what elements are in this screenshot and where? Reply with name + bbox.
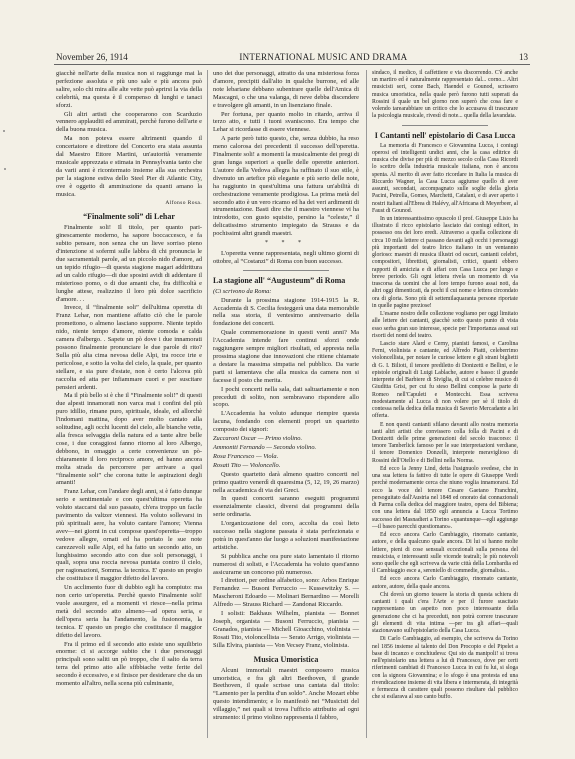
page-header bbox=[56, 48, 528, 62]
article-paragraph: Finalmente soli! Il titolo, per quanto pari-ginescamente moderno, ha sapore boccaccesco, e fa subito pensare, non senza che un lieve sorriso pieno d'intenzione si sofermi sulle labbra di chi pronuncia le due sacramentali parole, ad un piccolo nido d'amore, ad un tepido rifugio—di questa stagione magari addirittura ad un caldo rifugio—di due sposini avidi di addentare il misterioso pomo, o di due amanti che, fra difficoltà e lunghe attese, realizzino il loro più dolce sacrificio d'amore. . . bbox=[56, 224, 202, 303]
article-paragraph: Un acclimento fuor di dubbio egli ha compiuto: ma non certo un'operetta. Perchè questo Finalmente soli! vuole assurgere, ed a momenti vi riesce—nella prima metà del secondo atto almeno—ad opera seria, e dell'opera seria ha l'andamento, la fusionomia, la tecnica. E' questo un pregio che costituisce il maggior difetto del lavoro. bbox=[56, 584, 202, 639]
margin-mark bbox=[4, 168, 6, 170]
article-paragraph: I solisti: Bakhaus Wilhelm, pianista — Bonnet Joseph, organista — Busoni Ferruccio, pianista — Granados, pianista — Michell Gioacchino, violinista — Rosati Tito, violoncellista — Serato Arrigo, violinista — Silla Elvira, pianista — Von Vecsey Franz, violinista. bbox=[213, 610, 359, 649]
header-rule bbox=[54, 64, 530, 65]
article-paragraph: In un interessantissimo opuscolo il prof. Giuseppe Lisio ha illustrato il ricco epistolario lasciato dai coniugi editori, in possesso ora dei loro eredi. Attraverso a quella collezione di circa 10 mila lettere ci passano davanti agli occhi i personaggi più importanti del teatro lirico italiano in un ventannio glorioso: maestri di musica illustri od oscuri, cantanti celebri, compositori, librettisti, giornalisti, critici, quanti ebbero rapporti di amicizia e di affari con Casa Lucca per lungo e breve periodo. Gli ogni lettera rivela un momento di via trascorsa da uomini che al loro tempo furono assai noti, da altri oggi dimenticati, da pochi il cui nome e lettera circondato ora di gloria. Sono più di settemilaquaranta persone riportate in quelle pagine preziose! bbox=[372, 215, 518, 309]
section-rule bbox=[402, 125, 488, 126]
article-paragraph: Per fortuna, per quanto molto in ritardo, arriva il terzo atto, e tutti i tuoni svaniscono. Era tempo che Lehar si ricordasse di essere viennese. bbox=[213, 110, 359, 134]
article-paragraph: L'organizzazione del coro, accolta da così lieto successo nella stagione passata è stata perfezionata e potrà in quest'anno dar luogo a soluzioni manifestazione artistiche. bbox=[213, 520, 359, 551]
article-paragraph: Chi dovrà un giorno tessere la storia di questa schiera di cantanti i quali c'era l'Arte e per il furore suscitato rappresentano un aspetto non poco interessante della generazione che ci ha preceduti, non potrà correre trascurare gli elementi di vita intima —per tra gli affari—quali stazionavano sull'epistolario della Casa Lucca. bbox=[372, 591, 518, 635]
article-paragraph: Si pubblica anche ora pure stato lamentato il ritorno numerosi di solisti, e l'Accademia ha voluto quest'anno assicurarne un concorso più numeroso. bbox=[213, 552, 359, 576]
article-paragraph: I direttori, per ordine alfabetico, sono: Arbos Enrique Fernandez — Busoni Ferruccio — Kussewitzky S. — Mascheroni Edoardo — Molinari Bernardino — Morelli Alfredo — Strauss Richard — Zandonai Riccardo. bbox=[213, 577, 359, 609]
section-heading: I Cantanti nell' epistolario di Casa Lucca bbox=[374, 130, 516, 140]
article-paragraph: Alcuni immortali maestri composero musica umoristica, e fra gli altri Beethoven, il grande Beethoven, il quale scrisse una cantata dal titolo: “Lamento per la perdita d'un soldo”. Anche Mozart ebbe questo intendimento; e lo manifestò nei “Musicisti del villaggio,” nei quali si trova l'ufficio attribuito ad ogni strumento: il primo violino rappresenta il fabbro, bbox=[213, 666, 359, 722]
article-paragraph: Ma il più bello si è che il “Finalmente soli!” di questi due alpesti innamorati non varca mai i confini del più puro idillio, rimane puro, spirituale, ideale, ed allorchè l'indomani mattina, dopo aver molto cantato alla solitudine, agli occhi lucenti del cielo, alle bianche vette, alla fresca selvaggia della natura ed a tante altre belle cose, i due coraggiosi fanno ritorno al loro Albergo, debbono, in omaggio a certe convenienze un pò-chiaramente il loro reciproco amore, ed hanno ancora molta strada da percorrere per arrivare a quel “finalmente soli” che corona tutte le aspirazioni degli amanti! bbox=[56, 392, 202, 487]
quartet-member: Rosa Francesco — Viola. bbox=[213, 452, 279, 460]
article-paragraph: Ma non poteva essere altrimenti quando il concertatore e direttore del Concerto era stata assunta dal Maestro Ettore Martini, un'autorità veramente musicale apprezzata e stimata in Pennsylvania tanto che da varii anni è ricontermato insieme alla sua orchestra per la stagione estiva dello Steel Pier di Atlantic City, ove è oggetto di ammirazione da quanti amano la musica. bbox=[56, 135, 202, 198]
article-paragraph: I pochi concerti nella sala, dati saltuariamente e non preceduti di solito, non sembravano rispondere allo scopo. bbox=[213, 385, 359, 409]
quartet-member: Ammoniti Fernando — Secondo violino. bbox=[213, 443, 317, 451]
article-paragraph: uno dei due personaggi, attratto da una misteriosa forza d'amore, precipiti dall'alto in qualche burrone, ed alle note lebariane debbano subentrare quelle dell'Amica di Mascagni, o che una valanga, di neve debba discendere e travolgere gli amanti, in un lisenziano finale. bbox=[213, 70, 359, 109]
article-paragraph: In questi concerti saranno eseguiti programmi essenzialmente classici, diversi dai programmi della serie ordinaria. bbox=[213, 495, 359, 519]
column-divider bbox=[207, 70, 208, 738]
article-paragraph: giacchè nell'arte della musica non si raggiunge mai la perfezione assoluta e più uno sale e più ancora può salire, solo chi mira alle alte vette può aprirsi la via della celebrità, ma questa è il compenso di lunghi e tanaci sforzi. bbox=[56, 70, 202, 109]
quartet-member: Zuccaroni Oscar — Primo violino. bbox=[213, 435, 303, 443]
article-paragraph: A parte però tutto questo, che, senza dubbio, ha reso meno calorosa dei precedenti il successo dell'operetta. Finalmente soli! a momenti la musicalmente dei pregi di gran lunga superiori a quelle delle operette anteriori. L'autore della Vedova allegra ha raffinato il suo stile, è divenuto un artefice più elegante e più serio delle note, ha raggiunto in quest'ultima una fattura un'abilità di orchestrazione veramente prodigiosa. La prima metà del secondo atto è un vero ricamo ed ha dei veri ardimenti di strumentazione. Basti dire che il maestro viennese vi ha introdotto, con gusto squisito, persino la “celeste,” il delicatissimo strumento impiegato da Strauss e da pochissimi altri grandi maestri. bbox=[213, 135, 359, 238]
article-paragraph: La memoria di Francesco e Giovannina Lucca, i coniugi operosi ed intelligenti undici anni, che la casa editrice di musica che divise per più di mezzo secolo colla Casa Ricordi lo scettro della industria musicale italiana, non è ancora spenta. Al merito di aver fatto ricordare in Italia la musica di Riccardo Wagner, la Casa Lucca aggiunse quello di aver assunti, secondati, accompagnato sulle soglie della gloria Pacini, Petrella, Gomes, Marchetti, Catalani, e di aver aperto i nostri italiani all'Ebrea di Halévy, all'Africana di Meyerbeer, al Faust di Gounod. bbox=[372, 142, 518, 214]
section-heading: La stagione all' “Augusteum” di Roma bbox=[213, 275, 346, 285]
margin-mark bbox=[3, 130, 5, 132]
column-1 bbox=[56, 70, 202, 689]
article-paragraph: Ed ecco la Jenny Lind, detta l'usignuolo svedese, che in una sua lettera fa fattivo di tutte le opere di Giuseppe Verdi perchè modernamente cerca che niuno voglia innamorarsi. Ed ecco la voce del tenore Cesare Gaetano Franchini, persoguitato dall'Austria nel 1848 ed onorato dai connazionali di Parma colla dedica del maggiore teatro, opera del Bibiena; con una lettera dal 1850 egli annuncia a Lucca Tortimo successo dei Masnadieri a Torino «quantunque—egli aggiunge—il baseo parecchi questiomano». bbox=[372, 465, 518, 530]
article-paragraph: sindaco, il medico, il caffettiere e via discorrendo. C'è anche un martiro ed è naturalmente rappresentato dal... corno... Altri musicisti seri, come Bach, Haendel e Gounod, scrissero musica umoristica, nella quale però furono tutti superati da Rossini il quale un bel giorno non superò che cosa fare e volendo tarearabbiare un critico che lo accusava di trascurare la psicologia musicale, rivestì di note... quella della lavandaia. bbox=[372, 70, 518, 120]
article-paragraph: Invece, il “finalmente soli” dell'ultima operetta di Franz Lehar, non mantiene affatto ciò che le parole promettono, o almeno lasciano supporre. Niente tepido nido, niente tempo d'amore, niente comoda e calda camera d'albergo. . Sapete un pò dove i due innamorati possono finalmente pronunciare le due parole di rito? Sulla più alta cima nevosa delle Alpi, tra rocce irte e pericolose, e sotto la volta del cielo, la quale, per quanto stellare, e sia pure d'estate, non è certo l'alcova più raccolta ed atta per infiammare cuori e per suscitare pensieri ardenti. bbox=[56, 304, 202, 391]
column-3 bbox=[372, 70, 518, 702]
header-page-number: 13 bbox=[519, 52, 528, 62]
section-rule bbox=[243, 270, 329, 271]
header-title: INTERNATIONAL MUSIC AND DRAMA bbox=[239, 52, 408, 62]
article-paragraph: E non questi cantanti sfilano davanti allo nostra memoria tanti altri artisti che convissero colla folla di Pacini e di Donizetti delle prime generazioni del secolo trascorso: il tenore Tamberlick famoso per le sue interpretazioni verdiane, il tenore Domenico Donzelli, interprete meraviglioso di Rossini dell'Otello e di Bellini nella Norma. bbox=[372, 421, 518, 464]
column-divider bbox=[366, 70, 367, 738]
quartet-member: Rosati Tito — Violoncello. bbox=[213, 461, 281, 469]
article-paragraph: Questo quartetto darà almeno quattro concerti nel primo quattro venerdì di quaresima (5, 12, 19, 26 marzo) nella accademica di via dei Greci. bbox=[213, 470, 359, 494]
article-paragraph: Franz Lehar, con l'andare degli anni, si è fatto dunque serio e sentimentale e con quest'ultima operetta ha voluto staccarsi dal suo passato, ch'era troppo un facile pavimento da valtzer viennesi. Ha voluto sollevarsi in più spirituali aere, ha voluto cantare l'amore; Vienna avev—nei giorni in cui compose quest'operetta—troppo vedove allegre, ornati ed ha portato le sue note carezzevoli sulle Alpi, ed ha fatto un secondo atto, un lunghissimo secondo atto con due soli personaggi, i quali, sopra una roccia nevosa puntata contro il cielo, per ragionazioni, Somma. la tecnica. E' questo un pregio che costituisce il maggior difetto del lavoro. bbox=[56, 488, 202, 583]
article-signature: Alfonso Rosa. bbox=[165, 199, 202, 206]
article-paragraph: Gli altri artisti che cooperarono con Scarduzio vennero applauditi ed ammirati, perchè furono dell'arte e della buona musica. bbox=[56, 110, 202, 134]
section-subtitle: (Ci scrivono da Roma: bbox=[213, 287, 272, 295]
article-paragraph: Durante la prossima stagione 1914-1915 la R. Accademia di S. Cecilia festeggerà una data memorabile nella sua storia, il ventesimo anniversario della fondazione dei concerti. bbox=[213, 296, 359, 328]
article-paragraph: Lascio stare Alard e Cerny, pianisti famosi, e Carolina Ferni, violinista e cantante, ed Alfredo Piatti, celeberrimo violoncellista, per notare le curiose lettere e gli strani biglietti di G. I. Bilioti, il tenore prediletto di Donizetti e Bellini, e le epistole originali di Luigi Lablache, autore e basso: il grande interprete del Barbiere di Siviglia, di cui si celebre musico di Giuditta Grisi, per cui fu steso Bellini compose la parte di Romeo nell'Capuleti e Montecchi. Essa scriveva modestamente al Lucca di non volere per sè il titolo di contessa nella dedica della musica di Saverio Mercadante a lei offerta. bbox=[372, 340, 518, 420]
article-paragraph: L'esame nostro delle collezione vogliamo per oggi limitato alle lettere dei cantanti, giacchè sotto questo punto di vista esso serba gran suo interesse, specie per l'importanza assai sui risorti dei nomi del teatro. bbox=[372, 311, 518, 339]
section-separator-stars: * * * bbox=[265, 240, 307, 247]
section-heading: “Finalmente soli” di Lehar bbox=[83, 212, 175, 222]
column-2 bbox=[213, 70, 359, 723]
header-date: November 26, 1914 bbox=[56, 52, 128, 62]
article-paragraph: Quale commemorazione in questi venti anni? Ma l'Accademia intende fare continui sforzi onde raggiungere sempre migliori risultati, ed appresta nella prossima stagione due innovazioni che ritiene chiamate a destare la massima simpatia nel pubblico. Da varie parti si lamentava che alla musica da camera non si facesse il posto che merita. bbox=[213, 329, 359, 384]
section-heading: Musica Umoristica bbox=[253, 654, 319, 664]
article-paragraph: Fra il primo ed il secondo atto esiste uno squilibrio enorme: ci si accorge subito che i due personaggi principali sono saliti un pò troppo, che il salto da terra terra del primo atto alle sfibbiache vette ferite del secondo è eccessivo, e si finisce per desiderare che da un momento all'altro, nella scena più culminante, bbox=[56, 640, 202, 688]
article-paragraph: L'Accademia ha voluto adunque riempire questa lacuna, fondando con elementi propri un quartetto composto dei signori: bbox=[213, 410, 359, 434]
article-paragraph: Ed ecco ancora Carlo Cambiaggio, rinomato cantante, autore, autore, della quale ancora. bbox=[372, 576, 518, 590]
article-paragraph: Ed ecco ancora Carlo Cambiaggio, rinomato cantante, autore, e della qualcuno quale ancora. Di lui si hanno molte lettere, pieni di cose sensuali eccezionali sulla persona del musicista, e interessanti sulle vicende teatrali; le più notevoli sono quelle che egli scriveva da varie città della Lombardia ed il Cambiaggio esce a, sereniello di commedie, giornalista... bbox=[372, 532, 518, 575]
article-paragraph: Di Carlo Cambiaggio, ad esempio, che scriveva da Torino nel 1856 insieme al talento del Don Procopio e del Pipelet a base di incanzo e conchiudeva: Qui sto da manipoli! si trova nell'epistolario una lettera a lui di Francesco, dove per certi riferimenti cambiati di Francesco Lucca in cui fu lui, si sloga con la signora Giovannina; e lo sfogo è una protesta ed una rivendicazione insieme di vita libera e intermerata, di integrità e fermezza di carattere quali possono risultare dal pubblico che si esilarava al suo canto buffo. bbox=[372, 636, 518, 701]
article-paragraph: L'operetta venne rappresentata, negli ultimo giorni di ottobre, al “Costanzi” di Roma con buon successo. bbox=[213, 249, 359, 265]
